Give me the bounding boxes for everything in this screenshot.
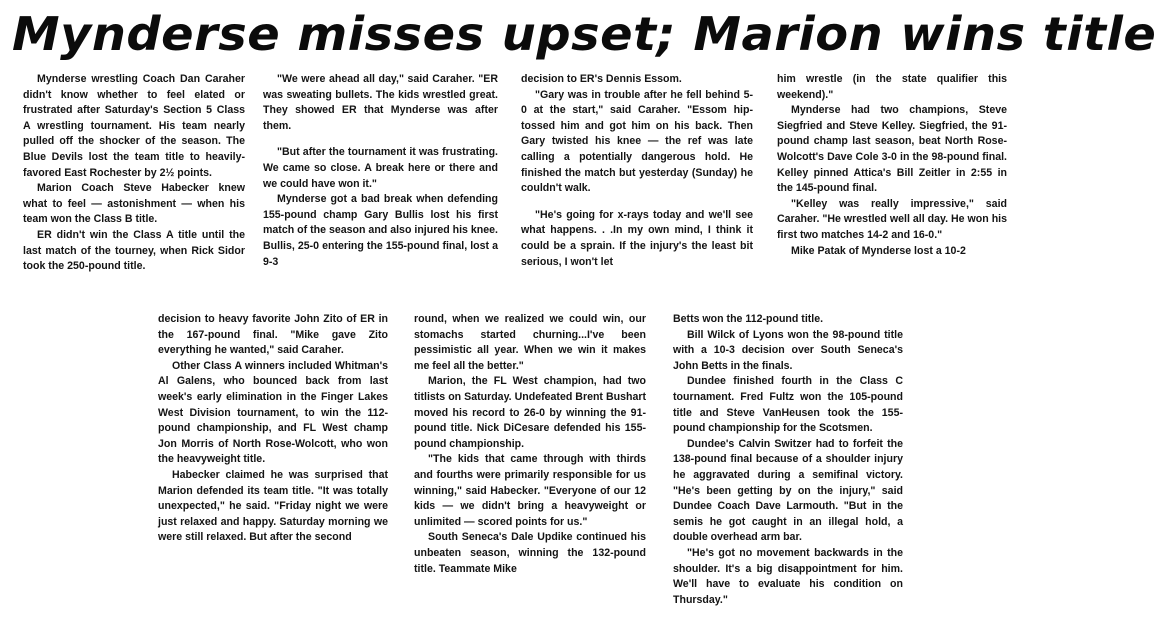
article-column-1 xyxy=(23,72,245,286)
article-column-4 xyxy=(777,72,1007,286)
paragraph: "We were ahead all day," said Caraher. "ER was sweating bullets. The kids wrestled great. They showed ER that Mynderse was after them. xyxy=(263,73,498,132)
paragraph: Mynderse had two champions, Steve Siegfried and Steve Kelley. Siegfried, the 91-pound champ last season, beat North Rose-Wolcott's Dave Cole 3-0 in the 98-pound final. Kelley pinned Attica's Bill Zeitler in 2:55 in the 145-pound final. xyxy=(777,104,1007,195)
article-column-3 xyxy=(521,72,753,286)
paragraph: "He's got no movement backwards in the shoulder. It's a big disappointment for him. We'll have to evaluate his condition on Thursday." xyxy=(673,546,903,606)
paragraph: "Kelley was really impressive," said Caraher. "He wrestled well all day. He won his first two matches 14-2 and 16-0." xyxy=(777,197,1007,241)
paragraph: Betts won the 112-pound title. xyxy=(673,313,824,325)
paragraph: "Gary was in trouble after he fell behind 5-0 at the start," said Caraher. "Essom hip-tossed him and got him on his back. Then Gary twisted his knee — the ref was late calling a potentially dangerous hold. He finished the match but yesterday (Sunday) he couldn't walk. xyxy=(521,88,753,195)
article-column-6 xyxy=(414,312,646,630)
paragraph: round, when we realized we could win, our stomachs started churning...I've been pessimistic all year. When we win it makes me feel all the better." xyxy=(414,313,646,372)
paragraph: Other Class A winners included Whitman's Al Galens, who bounced back from last week's early elimination in the Finger Lakes West Division tournament, to win the 112-pound championship, and FL West champ Jon Morris of North Rose-Wolcott, who won the heavyweight title. xyxy=(158,359,388,466)
paragraph: Dundee finished fourth in the Class C tournament. Fred Fultz won the 105-pound title and Steve VanHeusen took the 155-pound championship for the Scotsmen. xyxy=(673,375,903,435)
paragraph: Mynderse wrestling Coach Dan Caraher didn't know whether to feel elated or frustrated after Saturday's Section 5 Class A wrestling tournament. His team nearly pulled off the shocker of the season. The Blue Devils lost the team title to heavily-favored East Rochester by 2½ points. xyxy=(23,73,245,179)
paragraph: "The kids that came through with thirds and fourths were primarily responsible for us winning," said Habecker. "Everyone of our 12 kids — we didn't bring a heavyweight or unlimited — scored points for us." xyxy=(414,453,646,528)
paragraph: decision to ER's Dennis Essom. xyxy=(521,73,682,85)
paragraph: "He's going for x-rays today and we'll see what happens. . .In my own mind, I think it could be a sprain. If the injury's the least bit serious, I won't let xyxy=(521,208,753,268)
paragraph: Mike Patak of Mynderse lost a 10-2 xyxy=(791,244,966,257)
paragraph: him wrestle (in the state qualifier this weekend)." xyxy=(777,73,1007,101)
paragraph: Dundee's Calvin Switzer had to forfeit the 138-pound final because of a shoulder injury he aggravated during a semifinal victory. "He's been getting by on the injury," said Dundee Coach Dave Larmouth. "But in the semis he got caught in an illegal hold, a double overhead arm bar. xyxy=(673,437,903,544)
paragraph: ER didn't win the Class A title until the last match of the tourney, when Rick Sidor took the 250-pound title. xyxy=(23,228,245,273)
paragraph: Mynderse got a bad break when defending 155-pound champ Gary Bullis lost his first match of the season and also injured his knee. Bullis, 25-0 entering the 155-pound final, lost a 9-3 xyxy=(263,193,498,268)
paragraph: "But after the tournament it was frustrating. We came so close. A break here or there and we could have won it." xyxy=(263,146,498,190)
paragraph: Habecker claimed he was surprised that Marion defended its team title. "It was totally unexpected," he said. "Friday night we were just relaxed and happy. Saturday morning we were still relaxed. But after the second xyxy=(158,468,388,544)
headline: Mynderse misses upset; Marion wins title xyxy=(12,7,1156,61)
paragraph: Marion Coach Steve Habecker knew what to feel — astonishment — when his team won the Class B title. xyxy=(23,182,245,226)
paragraph: decision to heavy favorite John Zito of ER in the 167-pound final. "Mike gave Zito everything he wanted," said Caraher. xyxy=(158,313,388,357)
paragraph: South Seneca's Dale Updike continued his unbeaten season, winning the 132-pound title. Teammate Mike xyxy=(414,531,646,575)
article-column-2 xyxy=(263,72,498,286)
article-column-7 xyxy=(673,312,903,630)
paragraph: Marion, the FL West champion, had two titlists on Saturday. Undefeated Brent Bushart moved his record to 26-0 by winning the 91-pound title. Nick DiCesare defended his 155-pound championship. xyxy=(414,375,646,450)
paragraph: Bill Wilck of Lyons won the 98-pound title with a 10-3 decision over South Seneca's John Betts in the finals. xyxy=(673,328,903,372)
article-column-5 xyxy=(158,312,388,630)
